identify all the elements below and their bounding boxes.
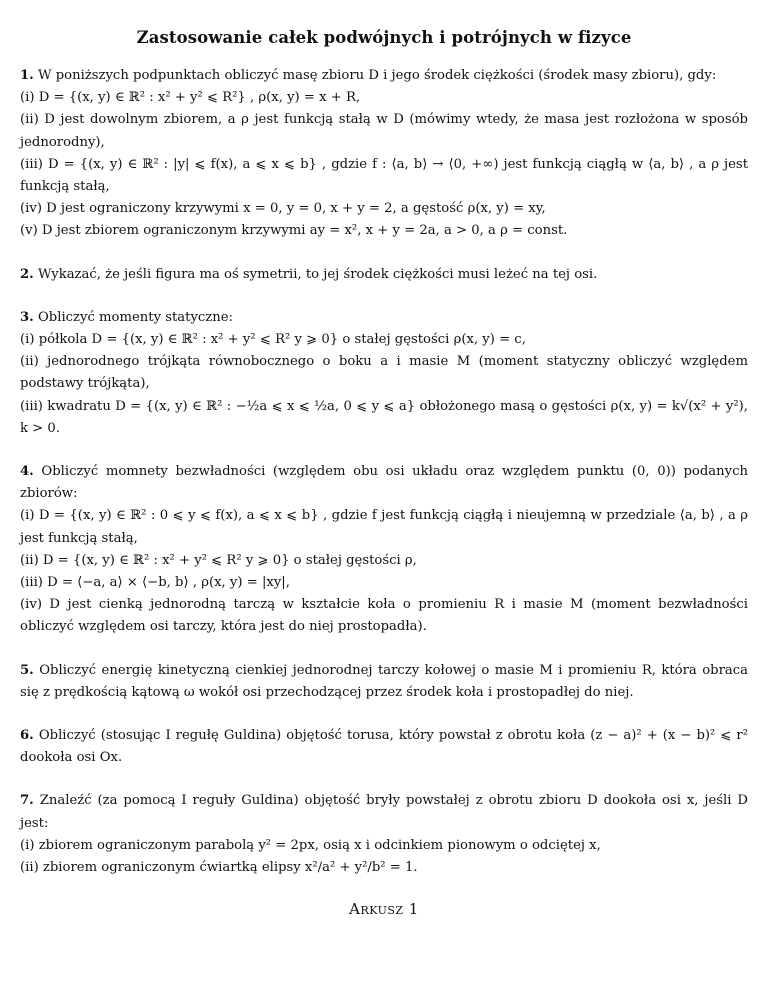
problem-number: 5. — [20, 662, 34, 678]
problem-2-line-1: 2. Wykazać, że jeśli figura ma oś symetrii, to jej środek ciężkości musi leżeć na tej osi. — [20, 266, 598, 282]
problem-7 — [20, 790, 748, 879]
problem-4-item-iv: (iv) D jest cienką jednorodną tarczą w kształcie koła o promieniu R i masie M (moment bezwładności obliczyć względem osi tarczy, która jest do niej prostopadła). — [20, 597, 748, 635]
document-page — [20, 28, 748, 900]
document-title: Zastosowanie całek podwójnych i potrójnych w fizyce — [136, 28, 632, 47]
problem-3-line-1: 3. Obliczyć momenty statyczne: — [20, 309, 233, 325]
problem-1-item-iii: (iii) D = {(x, y) ∈ ℝ² : |y| ⩽ f(x), a ⩽ x ⩽ b} , gdzie f : ⟨a, b⟩ → ⟨0, +∞) jest funkcją ciągłą w ⟨a, b⟩ , a ρ jest funkcją stałą, — [20, 156, 748, 195]
problem-number: 2. — [20, 266, 34, 282]
problem-4-item-i: (i) D = {(x, y) ∈ ℝ² : 0 ⩽ y ⩽ f(x), a ⩽ x ⩽ b} , gdzie f jest funkcją ciągłą i nieujemną w przedziale ⟨a, b⟩ , a ρ jest funkcją stałą, — [20, 508, 748, 546]
problem-1-item-ii: (ii) D jest dowolnym zbiorem, a ρ jest funkcją stałą w D (mówimy wtedy, że masa jest rozłożona w sposób jednorodny), — [20, 112, 748, 150]
problem-1-item-i: (i) D = {(x, y) ∈ ℝ² : x² + y² ⩽ R²} , ρ(x, y) = x + R, — [20, 90, 361, 106]
problem-1-item-iv: (iv) D jest ograniczony krzywymi x = 0, y = 0, x + y = 2, a gęstość ρ(x, y) = xy, — [20, 201, 546, 217]
problem-6 — [20, 725, 748, 769]
problem-4-line-1: 4. Obliczyć momnety bezwładności (względem obu osi układu oraz względem punktu (0, 0)) podanych zbiorów: — [20, 464, 748, 502]
problem-number: 4. — [20, 464, 34, 480]
problem-2 — [20, 264, 748, 286]
problem-7-line-1: 7. Znaleźć (za pomocą I reguły Guldina) objętość bryły powstałej z obrotu zbioru D dookoła osi x, jeśli D jest: — [20, 793, 748, 831]
problem-3-item-i: (i) półkola D = {(x, y) ∈ ℝ² : x² + y² ⩽ R² y ⩾ 0} o stałej gęstości ρ(x, y) = c, — [20, 332, 526, 348]
problem-7-item-i: (i) zbiorem ograniczonym parabolą y² = 2px, osią x i odcinkiem pionowym o odciętej x, — [20, 837, 601, 853]
problem-5-line-1: 5. Obliczyć energię kinetyczną cienkiej jednorodnej tarczy kołowej o masie M i promieniu R, która obraca się z prędkością kątową ω wokół osi przechodzącej przez środek koła i prostopadłej do niej. — [20, 662, 749, 700]
problem-number: 6. — [20, 728, 34, 744]
problem-1 — [20, 65, 748, 243]
sheet-label: Arkusz 1 — [349, 900, 419, 918]
problem-3-item-iii: (iii) kwadratu D = {(x, y) ∈ ℝ² : −½a ⩽ x ⩽ ½a, 0 ⩽ y ⩽ a} obłożonego masą o gęstości ρ(x, y) = k√(x² + y²), k > 0. — [20, 398, 748, 436]
problem-4-item-iii: (iii) D = ⟨−a, a⟩ × ⟨−b, b⟩ , ρ(x, y) = |xy|, — [20, 575, 290, 591]
problem-number: 7. — [20, 793, 34, 809]
problem-6-line-1: 6. Obliczyć (stosując I regułę Guldina) objętość torusa, który powstał z obrotu koła (z − a)² + (x − b)² ⩽ r² dookoła osi Ox. — [20, 728, 748, 766]
problem-7-item-ii: (ii) zbiorem ograniczonym ćwiartką elipsy x²/a² + y²/b² = 1. — [20, 860, 418, 876]
problem-5 — [20, 660, 748, 704]
problem-1-line-1: 1. W poniższych podpunktach obliczyć masę zbioru D i jego środek ciężkości (środek masy zbioru), gdy: — [20, 68, 717, 83]
problem-3-item-ii: (ii) jednorodnego trójkąta równobocznego o boku a i masie M (moment statyczny obliczyć względem podstawy trójkąta), — [20, 354, 748, 392]
problem-number: 3. — [20, 309, 34, 325]
problem-number: 1. — [20, 68, 34, 83]
problem-4-item-ii: (ii) D = {(x, y) ∈ ℝ² : x² + y² ⩽ R² y ⩾ 0} o stałej gęstości ρ, — [20, 552, 417, 568]
problem-4 — [20, 461, 748, 639]
problem-1-item-v: (v) D jest zbiorem ograniczonym krzywymi ay = x², x + y = 2a, a > 0, a ρ = const. — [20, 223, 568, 239]
problem-3 — [20, 307, 748, 440]
